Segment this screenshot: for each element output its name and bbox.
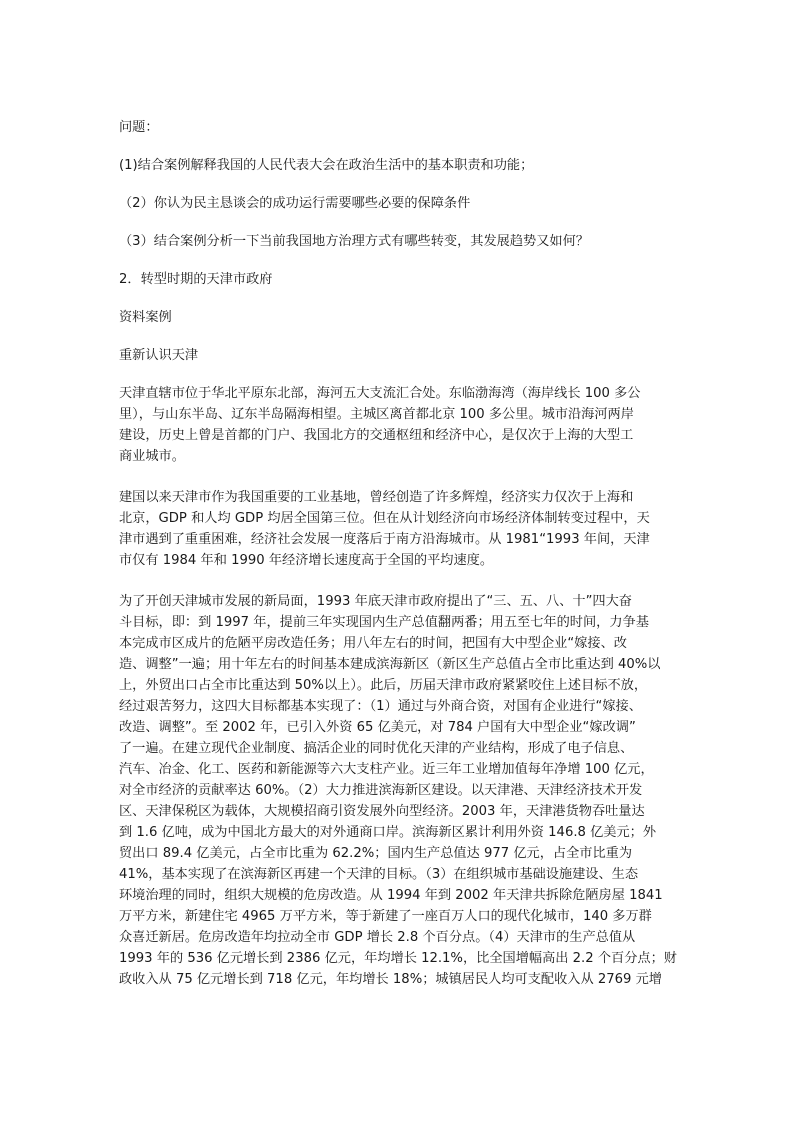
paragraph-line: 津市遇到了重重困难，经济社会发展一度落后于南方沿海城市。从 1981“1993 年间，天津: [119, 532, 650, 547]
paragraph-line: 区、天津保税区为载体，大规模招商引资发展外向型经济。2003 年，天津港货物吞吐量达: [119, 804, 645, 819]
paragraph-line: 建设，历史上曾是首都的门户、我国北方的交通枢纽和经济中心，是仅次于上海的大型工: [119, 428, 634, 443]
section-heading: 重新认识天津: [119, 348, 199, 363]
paragraph-1: [119, 383, 679, 467]
section-title: 2．转型时期的天津市政府: [119, 272, 273, 287]
question-2: （2）你认为民主恳谈会的成功运行需要哪些必要的保障条件: [119, 196, 471, 211]
paragraph-line: 环境治理的同时，组织大规模的危房改造。从 1994 年到 2002 年天津共拆除危陋房屋 1841: [119, 888, 663, 903]
question-1: (1)结合案例解释我国的人民代表大会在政治生活中的基本职责和功能；: [119, 158, 534, 173]
paragraph-line: 万平方米，新建住宅 4965 万平方米，等于新建了一座百万人口的现代化城市，140 多万群: [119, 909, 652, 924]
paragraph-line: 建国以来天津市作为我国重要的工业基地，曾经创造了许多辉煌，经济实力仅次于上海和: [119, 490, 634, 505]
paragraph-line: 政收入从 75 亿元增长到 718 亿元，年均增长 18%；城镇居民人均可支配收入从 2769 元增: [119, 972, 662, 987]
paragraph-line: 市仅有 1984 年和 1990 年经济增长速度高于全国的平均速度。: [119, 553, 494, 568]
section-subtitle: 资料案例: [119, 310, 172, 325]
paragraph-line: 到 1.6 亿吨，成为中国北方最大的对外通商口岸。滨海新区累计利用外资 146.8 亿美元；外: [119, 825, 657, 840]
paragraph-line: 造、调整”一遍；用十年左右的时间基本建成滨海新区（新区生产总值占全市比重达到 40%以: [119, 657, 661, 672]
paragraph-line: 商业城市。: [119, 449, 185, 464]
paragraph-line: 里），与山东半岛、辽东半岛隔海相望。主城区离首都北京 100 多公里。城市沿海河两岸: [119, 407, 634, 422]
paragraph-line: 对全市经济的贡献率达 60%。（2）大力推进滨海新区建设。以天津港、天津经济技术开发: [119, 783, 643, 798]
paragraph-line: 北京，GDP 和人均 GDP 均居全国第三位。但在从计划经济向市场经济体制转变过程中，天: [119, 511, 650, 526]
paragraph-line: 41%，基本实现了在滨海新区再建一个天津的目标。（3）在组织城市基础设施建设、生态: [119, 867, 639, 882]
paragraph-line: 为了开创天津城市发展的新局面，1993 年底天津市政府提出了“三、五、八、十”四大奋: [119, 594, 632, 609]
questions-heading: 问题：: [119, 120, 159, 135]
paragraph-line: 1993 年的 536 亿元增长到 2386 亿元，年均增长 12.1%，比全国增幅高出 2.2 个百分点；财: [119, 951, 677, 966]
paragraph-line: 经过艰苦努力，这四大目标都基本实现了：（1）通过与外商合资，对国有企业进行“嫁接、: [119, 699, 642, 714]
paragraph-line: 汽车、冶金、化工、医药和新能源等六大支柱产业。近三年工业增加值每年净增 100 亿元，: [119, 762, 654, 777]
paragraph-line: 斗目标，即：到 1997 年，提前三年实现国内生产总值翻两番；用五至七年的时间，力争基: [119, 615, 649, 630]
paragraph-line: 贸出口 89.4 亿美元，占全市比重为 62.2%；国内生产总值达 977 亿元，占全市比重为: [119, 846, 633, 861]
paragraph-line: 众喜迁新居。危房改造年均拉动全市 GDP 增长 2.8 个百分点。（4）天津市的生产总值从: [119, 930, 636, 945]
paragraph-2: [119, 487, 679, 571]
paragraph-line: 本完成市区成片的危陋平房改造任务；用八年左右的时间，把国有大中型企业“嫁接、改: [119, 636, 627, 651]
paragraph-line: 天津直辖市位于华北平原东北部，海河五大支流汇合处。东临渤海湾（海岸线长 100 多公: [119, 386, 641, 401]
question-3: （3）结合案例分析一下当前我国地方治理方式有哪些转变，其发展趋势又如何？: [119, 234, 589, 249]
paragraph-line: 上，外贸出口占全市比重达到 50%以上）。此后，历届天津市政府紧紧咬住上述目标不放，: [119, 678, 648, 693]
paragraph-line: 了一遍。在建立现代企业制度、搞活企业的同时优化天津的产业结构，形成了电子信息、: [119, 741, 634, 756]
paragraph-line: 改造、调整”。至 2002 年，已引入外资 65 亿美元，对 784 户国有大中型企业“嫁改调”: [119, 720, 636, 735]
paragraph-3: [119, 591, 679, 990]
document-body: [119, 117, 679, 990]
